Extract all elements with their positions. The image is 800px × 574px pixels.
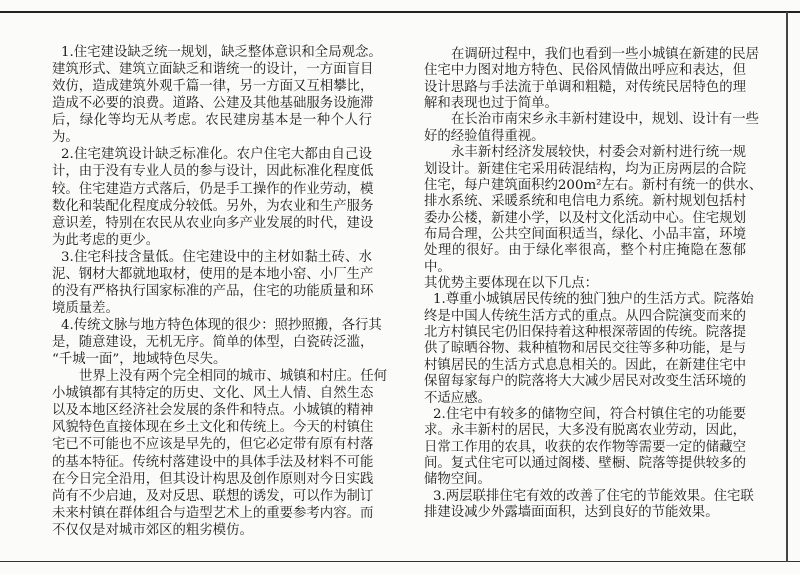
page-top-border (0, 11, 800, 13)
text-line: 储物空间。 (424, 472, 491, 488)
text-line: 供了晾晒谷物、栽种植物和居民交往等多种功能，是与 (424, 341, 746, 357)
text-line: 村镇居民的生活方式息息相关的。因此，在新建住宅中 (424, 357, 746, 373)
paragraph (424, 292, 754, 407)
paragraph (52, 146, 372, 248)
text-line: 3.两层联排住宅有效的改善了住宅的节能效果。住宅联 (433, 488, 754, 504)
text-line: 永丰新村经济发展较快，村委会对新村进行统一规 (451, 145, 746, 161)
text-line: 保留每家每户的院落将大大减少居民对改变生活环境的 (424, 374, 746, 390)
paragraph (52, 368, 387, 539)
text-line: 后，绿化等均无从考虑。农民建房基本是一种个人行 (52, 113, 372, 129)
text-line: 1.住宅建设缺乏统一规划，缺乏整体意识和全局观念。 (61, 45, 382, 60)
text-line: 在今日完全沿用，但其设计构思及创作原则对今日实践 (52, 471, 374, 487)
text-line: “千城一面”，地域特色尽失。 (52, 352, 227, 368)
text-line: 住宅，每户建筑面积约200m²左右。新村有统一的供水、 (424, 177, 763, 193)
page-bottom-border (0, 561, 800, 562)
text-line: 未来村镇在群体组合与造型艺术上的重要参考内容。而 (52, 505, 374, 521)
text-line: 数化和装配化程度成分较低。另外，为农业和生产服务 (52, 198, 374, 214)
text-line: 泥、钢材大都就地取材，使用的是本地小窑、小厂生产 (52, 266, 374, 282)
text-line: 3.住宅科技含量低。住宅建设中的主材如黏土砖、水 (61, 249, 372, 265)
text-line: 是，随意建设，无机无序。简单的体型，白瓷砖泛滥， (52, 335, 374, 351)
text-line: 委办公楼，新建小学，以及村文化活动中心。住宅规划 (424, 210, 746, 226)
text-line: 北方村镇民宅仍旧保持着这种根深蒂固的传统。院落提 (424, 325, 746, 341)
left-text-column (52, 44, 387, 539)
text-line: 布局合理，公共空间面积适当，绿化、小品丰富，环境 (424, 226, 746, 242)
text-line: 的基本特征。传统村落建设中的具体手法及材料不可能 (52, 454, 374, 470)
text-line: 4.传统文脉与地方特色体现的很少：照抄照搬，各行其 (61, 318, 382, 333)
text-line: 2.住宅建筑设计缺乏标准化。农户住宅大都由自己设 (61, 147, 372, 163)
paragraph (52, 44, 382, 146)
text-line: 计，由于没有专业人员的参与设计，因此标准化程度低 (52, 164, 374, 180)
text-line: 解和表现也过于简单。 (424, 96, 558, 112)
text-line: 不仅仅是对城市郊区的粗劣模仿。 (52, 522, 253, 538)
text-line: 尚有不少启迪，及对反思、联想的诱发，可以作为制订 (52, 488, 374, 504)
text-line: 设计思路与手法流于单调和粗糙，对传统民居特色的理 (424, 79, 746, 95)
text-line: 排建设减少外露墙面面积，达到良好的节能效果。 (424, 505, 719, 521)
text-line: 建筑形式、建筑立面缺乏和谐统一的设计，一方面盲目 (52, 62, 374, 78)
text-line: 意识差，特别在农民从农业向多产业发展的时代，建设 (52, 215, 374, 231)
text-line: 好的经验值得重视。 (424, 128, 545, 144)
paragraph (424, 488, 754, 522)
right-text-column (424, 47, 763, 521)
text-line: 划设计。新建住宅采用砖混结构，均为正房两层的合院 (424, 161, 746, 177)
text-line: 不适应感。 (424, 390, 491, 406)
text-line: 排水系统、采暖系统和电信电力系统。新村规划包括村 (424, 194, 746, 210)
paragraph (424, 47, 759, 112)
page-right-border (786, 12, 788, 562)
paragraph (52, 317, 382, 368)
paragraph (424, 407, 746, 489)
text-line: 在长治市南宋乡永丰新村建设中，规划、设计有一些 (451, 112, 759, 128)
paragraph (424, 145, 763, 276)
text-line: 以及本地区经济社会发展的条件和特点。小城镇的精神 (52, 403, 374, 419)
paragraph (424, 276, 746, 292)
text-line: 世界上没有两个完全相同的城市、城镇和村庄。任何 (79, 369, 387, 385)
text-line: 中。 (424, 259, 451, 275)
text-line: 效仿，造成建筑外观千篇一律，另一方面又互相攀比， (52, 79, 374, 95)
text-line: 在调研过程中，我们也看到一些小城镇在新建的民居 (451, 47, 759, 62)
text-line: 处理的很好。由于绿化率很高，整个村庄掩隐在葱郁 (424, 243, 746, 259)
text-line: 境质量差。 (52, 300, 119, 316)
text-line: 终是中国人传统生活方式的重点。从四合院演变而来的 (424, 308, 746, 324)
text-line: 2.住宅中有较多的储物空间，符合村镇住宅的功能要 (433, 406, 746, 422)
text-line: 1.尊重小城镇居民传统的独门独户的生活方式。院落始 (433, 292, 754, 308)
text-line: 其优势主要体现在以下几点： (424, 276, 599, 292)
text-line: 造成不必要的浪费。道路、公建及其他基础服务设施滞 (52, 96, 374, 112)
paragraph (424, 112, 759, 145)
text-line: 宅已不可能也不应该是早先的，但它必定带有原有村落 (52, 437, 374, 453)
text-line: 风貌特色直接体现在乡土文化和传统上。今天的村镇住 (52, 420, 374, 436)
paragraph (52, 249, 372, 317)
text-line: 日常工作用的农具，收获的农作物等需要一定的储藏空 (424, 439, 746, 455)
text-line: 住宅中力图对地方特色、民俗风情做出呼应和表达，但 (424, 63, 746, 79)
text-line: 的没有严格执行国家标准的产品，住宅的功能质量和环 (52, 283, 374, 299)
text-line: 求。永丰新村的居民，大多没有脱离农业劳动，因此， (424, 423, 746, 439)
text-line: 较。住宅建造方式落后，仍是手工操作的作业劳动，模 (52, 181, 374, 197)
text-line: 间。复式住宅可以通过阁楼、壁橱、院落等提供较多的 (424, 455, 746, 471)
text-line: 为。 (52, 130, 79, 146)
text-line: 小城镇都有其特定的历史、文化、风土人情、自然生态 (52, 386, 374, 402)
text-line: 为此考虑的更少。 (52, 232, 160, 248)
